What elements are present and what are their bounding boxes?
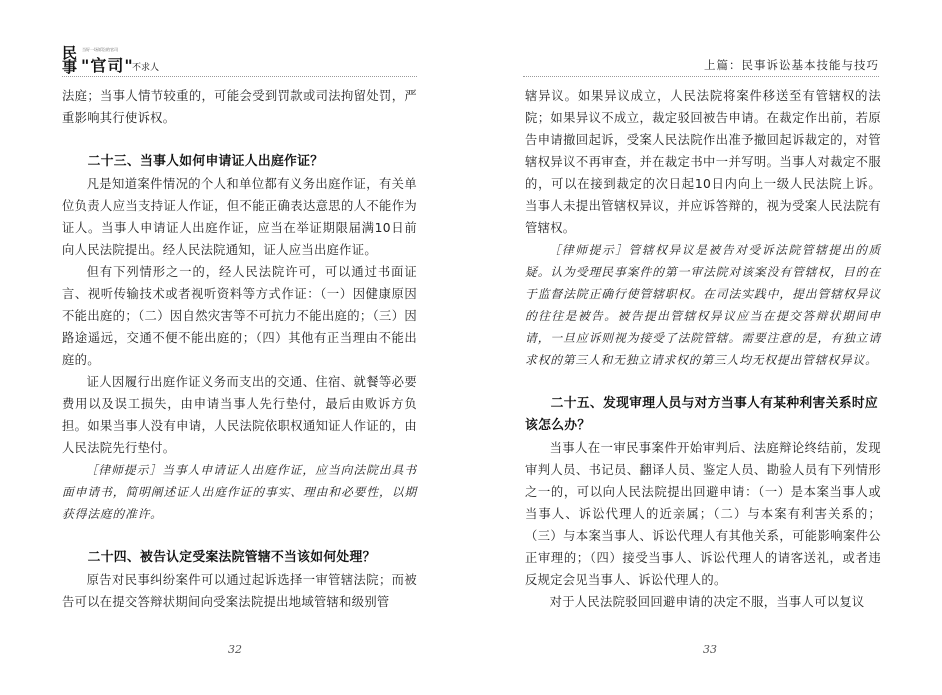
paragraph: 当事人在一审民事案件开始审判后、法庭辩论终结前，发现审判人员、书记员、翻译人员、鉴定人员、勘验人员有下列情形之一的，可以向人民法院提出回避申请：（一）是本案当事人或当事人、诉讼代理人的近亲属；（二）与本案有利害关系的；（三）与本案当事人、诉讼代理人有其他关系，可能影响案件公正审理的；（四）接受当事人、诉讼代理人的请客送礼，或者违反规定会见当事人、诉讼代理人的。 <box>525 441 881 587</box>
logo-tiny-text: 当好一场诉讼的官司 <box>82 47 118 52</box>
section-24-heading: 二十四、被告认定受案法院管辖不当该如何处理？ <box>87 550 376 565</box>
logo-buqiuren: 不求人 <box>132 63 160 73</box>
paragraph: 但有下列情形之一的，经人民法院许可，可以通过书面证言、视听传输技术或者视听资料等方式作证：（一）因健康原因不能出庭的；（二）因自然灾害等不可抗力不能出庭的；（三）因路途遥远，交通不便不能出庭的；（四）其他有正当理由不能出庭的。 <box>62 265 417 367</box>
right-page <box>471 0 942 695</box>
header-rule-right <box>523 76 879 77</box>
logo-guansi: "官司" <box>81 56 134 75</box>
right-page-text <box>525 85 881 613</box>
header-rule-left <box>62 76 417 77</box>
book-logo <box>62 46 182 78</box>
lawyer-tip: ［律师提示］当事人申请证人出庭作证，应当向法院出具书面申请书，简明阐述证人出庭作证的事实、理由和必要性，以期获得法庭的准许。 <box>62 463 417 521</box>
logo-char-shi: 事 <box>62 58 78 76</box>
paragraph: 法庭；当事人情节较重的，可能会受到罚款或司法拘留处罚，严重影响其行使诉权。 <box>62 89 417 125</box>
logo-char-min: 民 <box>62 44 78 62</box>
lawyer-tip: ［律师提示］管辖权异议是被告对受诉法院管辖提出的质疑。认为受理民事案件的第一审法院对该案没有管辖权，目的在于监督法院正确行使管辖职权。在司法实践中，提出管辖权异议的往往是被告。被告提出管辖权异议应当在提交答辩状期间申请，一旦应诉则视为接受了法院管辖。需要注意的是，有独立请求权的第三人和无独立请求权的第三人均无权提出管辖权异议。 <box>525 243 881 367</box>
left-page-text <box>62 85 417 613</box>
section-23-heading: 二十三、当事人如何申请证人出庭作证？ <box>87 154 324 169</box>
page-number: 32 <box>228 643 242 656</box>
paragraph: 证人因履行出庭作证义务而支出的交通、住宿、就餐等必要费用以及误工损失，由申请当事人先行垫付，最后由败诉方负担。如果当事人没有申请，人民法院依职权通知证人作证的，由人民法院先行垫付。 <box>62 375 417 455</box>
paragraph: 原告对民事纠纷案件可以通过起诉选择一审管辖法院；而被告可以在提交答辩状期间向受案法院提出地域管辖和级别管 <box>62 573 417 609</box>
section-25-heading: 二十五、发现审理人员与对方当事人有某种利害关系时应该怎么办？ <box>525 396 879 433</box>
paragraph: 凡是知道案件情况的个人和单位都有义务出庭作证，有关单位负责人应当支持证人作证，但不能正确表达意思的人不能作为证人。当事人申请证人出庭作证，应当在举证期限届满10日前向人民法院提出。经人民法院通知，证人应当出庭作证。 <box>62 177 417 257</box>
paragraph: 辖异议。如果异议成立，人民法院将案件移送至有管辖权的法院；如果异议不成立，裁定驳回被告申请。在裁定作出前，若原告申请撤回起诉，受案人民法院作出准予撤回起诉裁定的，对管辖权异议不再审查，并在裁定书中一并写明。当事人对裁定不服的，可以在接到裁定的次日起10日内向上一级人民法院上诉。当事人未提出管辖权异议，并应诉答辩的，视为受案人民法院有管辖权。 <box>525 89 881 235</box>
running-head: 上篇：民事诉讼基本技能与技巧 <box>704 58 879 72</box>
paragraph: 对于人民法院驳回回避申请的决定不服，当事人可以复议 <box>549 595 865 609</box>
page-number: 33 <box>703 643 717 656</box>
